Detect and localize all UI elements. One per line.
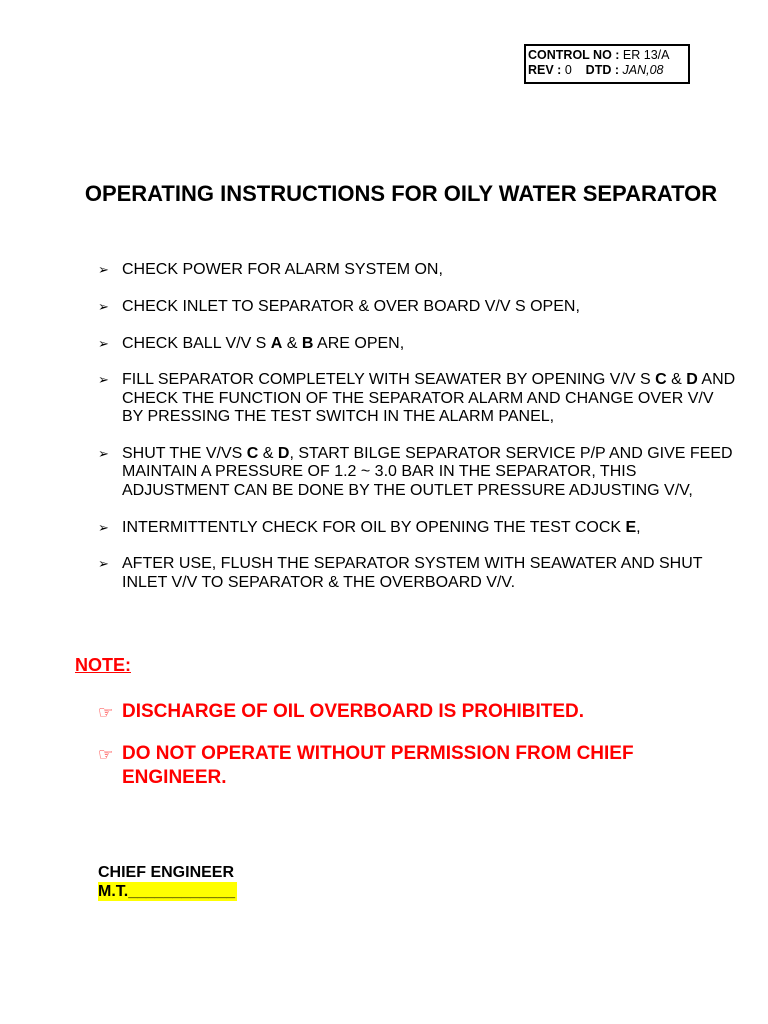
text-part: &	[282, 334, 302, 352]
rev-value: 0	[564, 63, 572, 77]
instruction-text: CHECK INLET TO SEPARATOR & OVER BOARD V/V S OPEN,	[122, 297, 580, 315]
warning-item	[98, 700, 738, 724]
text-part: INTERMITTENTLY CHECK FOR OIL BY OPENING THE TEST COCK	[122, 518, 626, 536]
instruction-text	[122, 335, 404, 352]
arrowhead-bullet-icon: ➢	[98, 262, 109, 277]
instruction-text	[122, 445, 733, 499]
signature-line: M.T.____________	[98, 883, 235, 900]
revision-line	[528, 63, 688, 78]
valve-label: D	[686, 371, 698, 389]
text-part: &	[666, 371, 687, 389]
valve-label: C	[246, 445, 259, 462]
text-part: SHUT THE V/VS	[122, 445, 247, 462]
instruction-item	[98, 335, 738, 353]
dtd-label: DTD :	[585, 63, 623, 77]
text-part: &	[258, 445, 278, 462]
signature-block	[98, 863, 237, 901]
control-no-value: ER 13/A	[622, 48, 670, 62]
warning-list	[98, 700, 738, 808]
dtd-value: JAN,08	[622, 63, 664, 77]
arrowhead-bullet-icon: ➢	[98, 335, 109, 351]
arrowhead-bullet-icon: ➢	[98, 519, 109, 535]
control-number-line	[528, 48, 688, 63]
text-part: ,	[636, 518, 641, 536]
text-part: FILL SEPARATOR COMPLETELY WITH SEAWATER BY OPENING V/V S	[122, 371, 656, 389]
warning-text: DO NOT OPERATE WITHOUT PERMISSION FROM CHIEF ENGINEER.	[122, 743, 634, 788]
rev-label: REV :	[528, 63, 565, 77]
instruction-item	[98, 298, 738, 316]
signature-title: CHIEF ENGINEER	[98, 864, 235, 881]
valve-label: B	[301, 334, 314, 352]
control-info-box	[524, 44, 690, 84]
warning-item	[98, 742, 738, 790]
instruction-text	[122, 519, 641, 536]
page-title: OPERATING INSTRUCTIONS FOR OILY WATER SEPARATOR	[84, 181, 718, 206]
valve-label: C	[655, 371, 667, 389]
instruction-item	[98, 555, 738, 592]
instruction-text: AFTER USE, FLUSH THE SEPARATOR SYSTEM WITH SEAWATER AND SHUT INLET V/V TO SEPARATOR & THE OVERBOARD V/V.	[122, 555, 703, 591]
arrowhead-bullet-icon: ➢	[98, 446, 109, 461]
valve-label: E	[625, 518, 637, 536]
valve-label: A	[270, 334, 283, 352]
arrowhead-bullet-icon: ➢	[98, 556, 109, 572]
note-label: NOTE:	[75, 655, 131, 675]
text-part: AND CHECK THE FUNCTION OF THE SEPARATOR ALARM AND CHANGE OVER V/V BY PRESSING THE TEST SWITCH IN THE ALARM PANEL,	[122, 371, 736, 426]
text-part: ARE OPEN,	[313, 334, 405, 352]
warning-text: DISCHARGE OF OIL OVERBOARD IS PROHIBITED.	[122, 701, 585, 722]
text-part: , START BILGE SEPARATOR SERVICE P/P AND GIVE FEED MAINTAIN A PRESSURE OF 1.2 ~ 3.0 BAR IN THE SEPARATOR, THIS ADJUSTMENT CAN BE DONE BY THE OUTLET PRESSURE ADJUSTING V/V,	[122, 445, 733, 499]
instruction-item	[98, 519, 738, 537]
instruction-item	[98, 445, 738, 500]
valve-label: D	[277, 445, 290, 462]
text-part: CHECK BALL V/V S	[122, 334, 271, 352]
pointing-hand-icon: ☞	[98, 703, 114, 722]
instruction-item	[98, 261, 738, 279]
instruction-text	[122, 371, 735, 425]
instruction-text: CHECK POWER FOR ALARM SYSTEM ON,	[122, 261, 443, 278]
pointing-hand-icon: ☞	[98, 745, 114, 764]
instruction-item	[98, 371, 738, 426]
arrowhead-bullet-icon: ➢	[98, 298, 109, 314]
arrowhead-bullet-icon: ➢	[98, 372, 109, 388]
instruction-list	[98, 261, 738, 611]
control-no-label: CONTROL NO :	[528, 48, 623, 62]
